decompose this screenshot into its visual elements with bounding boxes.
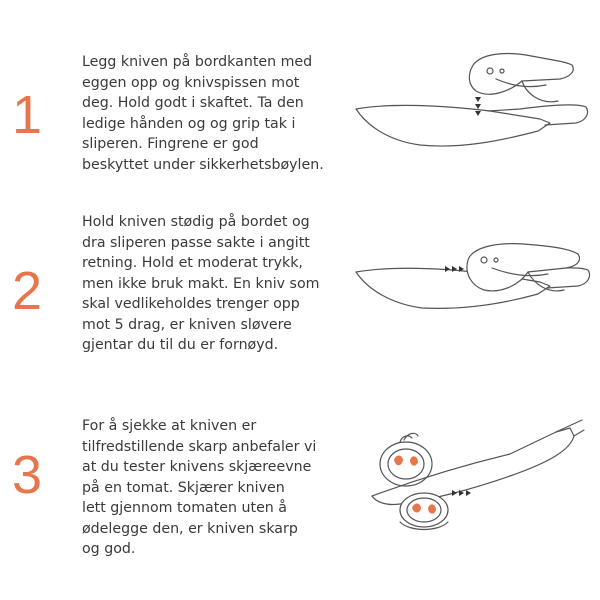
step-number: 1 xyxy=(12,85,43,145)
step-instructions xyxy=(82,212,344,356)
instruction-line: deg. Hold godt i skaftet. Ta den xyxy=(82,95,304,111)
instruction-line: For å sjekke at kniven er xyxy=(82,418,257,434)
instruction-line: tilfredstillende skarp anbefaler vi xyxy=(82,438,317,455)
instruction-line: lett gjennom tomaten uten å xyxy=(82,500,288,516)
instruction-line: gjentar du til du er fornøyd. xyxy=(82,337,279,353)
step-instructions xyxy=(82,52,344,175)
instruction-line: skal vedlikeholdes trenger opp xyxy=(82,296,300,312)
knife-sharpener-placement-icon xyxy=(350,45,590,175)
instruction-line: Legg kniven på bordkanten med xyxy=(82,54,313,70)
instruction-line: eggen opp og knivspissen mot xyxy=(82,74,300,91)
instruction-line: mot 5 drag, er kniven sløvere xyxy=(82,316,292,333)
step-instructions xyxy=(82,416,344,560)
knife-tomato-test-icon xyxy=(370,410,585,540)
instruction-line: ødelegge den, er kniven skarp xyxy=(82,520,298,537)
instruction-line: og god. xyxy=(82,541,136,557)
step-number: 2 xyxy=(12,261,43,321)
instruction-line: men ikke bruk makt. En kniv som xyxy=(82,275,320,292)
instruction-line: på en tomat. Skjærer kniven xyxy=(82,479,285,496)
step-number: 3 xyxy=(12,445,43,505)
instruction-line: dra sliperen passe sakte i angitt xyxy=(82,234,310,251)
instruction-line: sliperen. Fingrene er god xyxy=(82,136,259,152)
instruction-line: at du tester knivens skjæreevne xyxy=(82,459,312,475)
instruction-line: Hold kniven stødig på bordet og xyxy=(82,214,310,230)
instruction-line: beskyttet under sikkerhetsbøylen. xyxy=(82,156,324,173)
instruction-line: ledige hånden og og grip tak i xyxy=(82,115,296,132)
instruction-line: retning. Hold et moderat trykk, xyxy=(82,255,303,271)
knife-sharpener-pull-icon xyxy=(352,238,592,348)
